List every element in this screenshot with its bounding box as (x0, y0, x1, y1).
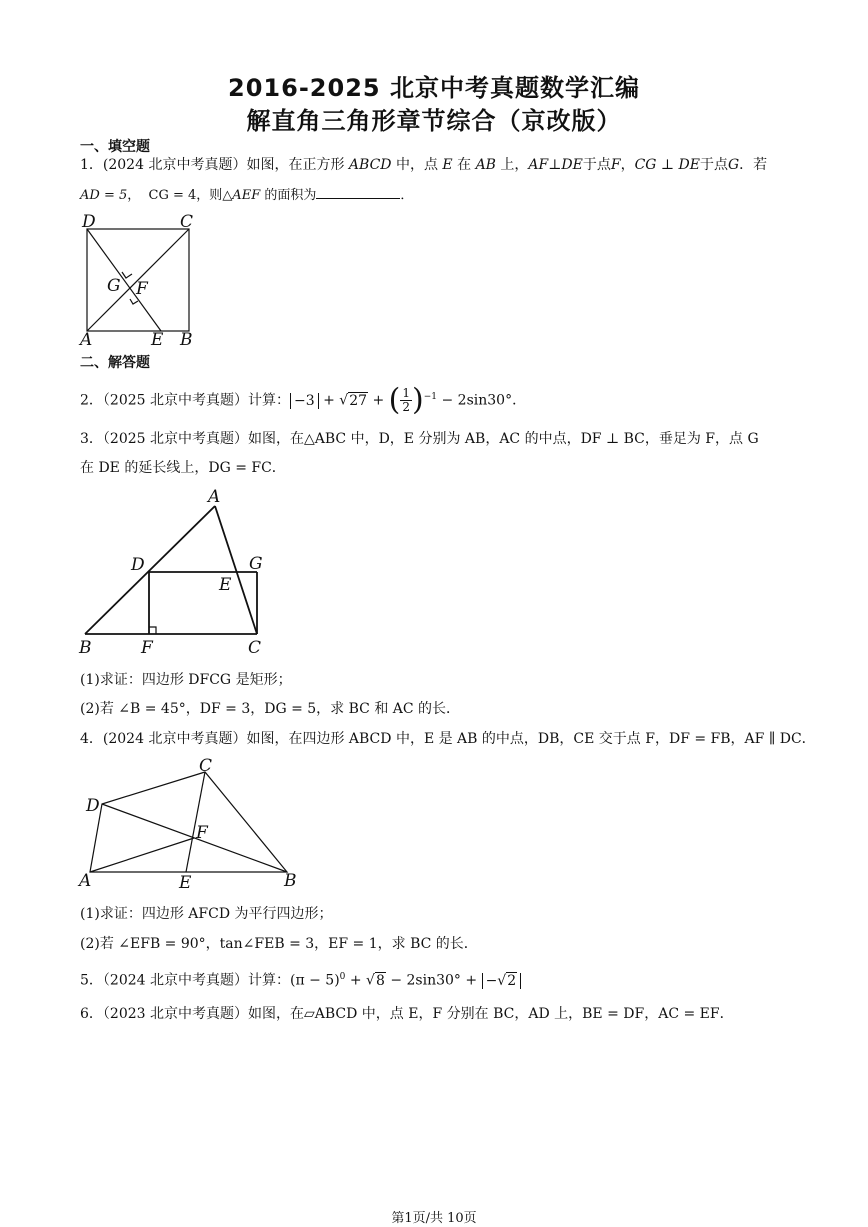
question-4-line1: 4．(2024 北京中考真题）如图，在四边形 ABCD 中，E 是 AB 的中点，DB，CE 交于点 F，DF = FB，AF ∥ DC． (80, 731, 816, 747)
segment-ce (186, 772, 205, 872)
label-b: B (180, 330, 193, 347)
side-ab (85, 506, 215, 634)
question-5: 5．（2024 北京中考真题）计算：$(\pi - 5)^0 + √8 - 2\sin 30^\circ + -√2$ (80, 966, 800, 992)
question-4-part2: (2)若 ∠EFB = 90°，tan∠FEB = 3，EF = 1，求 BC 的长． (80, 936, 478, 952)
question-3-part1: (1)求证：四边形 DFCG 是矩形； (80, 672, 292, 688)
label-f: F (141, 638, 153, 658)
q3-triangle-figure (76, 486, 276, 658)
question-1-line1: 1．(2024 北京中考真题）如图，在正方形 ABCD 中，点 E 在 AB 上，AF⊥DE于点F，CG ⊥ DE于点G．若 (80, 157, 768, 173)
question-6-line1: 6．（2023 北京中考真题）如图，在▱ABCD 中，点 E，F 分别在 BC，AD 上，BE = DF，AC = EF． (80, 1006, 734, 1022)
page-title-line2: 解直角三角形章节综合（京改版） (246, 107, 622, 135)
label-e: E (219, 575, 232, 595)
label-g: G (249, 554, 263, 574)
label-e: E (151, 330, 164, 347)
question-1-line2: AD = 5， CG = 4，则△AEF 的面积为 ． (80, 188, 414, 203)
label-g: G (107, 276, 121, 296)
label-c: C (248, 638, 262, 658)
label-b: B (284, 871, 297, 891)
question-3-line1: 3．（2025 北京中考真题）如图，在△ABC 中，D，E 分别为 AB，AC 的中点，DF ⊥ BC，垂足为 F，点 G (80, 431, 759, 447)
answer-blank (316, 186, 400, 199)
label-e: E (179, 873, 192, 892)
section-solve: 二、解答题 (80, 355, 150, 371)
right-angle-f (149, 627, 156, 634)
label-c: C (180, 212, 194, 232)
label-c: C (199, 757, 213, 776)
q1-square-figure (78, 212, 203, 347)
label-b: B (79, 638, 92, 658)
section-fill-in: 一、填空题 (80, 139, 150, 155)
page-footer: 第1页/共 10页 (391, 1211, 477, 1226)
right-angle-g (122, 272, 132, 278)
segment-af (90, 838, 194, 872)
label-d: D (82, 212, 96, 232)
label-f: F (136, 279, 148, 299)
segment-de (87, 229, 161, 331)
label-d: D (131, 555, 145, 575)
page-title-line1: 2016-2025 北京中考真题数学汇编 (228, 74, 640, 102)
label-f: F (196, 823, 208, 843)
question-3-part2: (2)若 ∠B = 45°，DF = 3，DG = 5，求 BC 和 AC 的长． (80, 701, 461, 717)
label-d: D (86, 796, 100, 816)
question-4-part1: (1)求证：四边形 AFCD 为平行四边形； (80, 906, 333, 922)
label-a: A (79, 871, 92, 891)
question-3-line2: 在 DE 的延长线上，DG = FC． (80, 460, 286, 476)
right-angle-f (130, 299, 138, 304)
question-2: 2．（2025 北京中考真题）计算： −3 + √27 + ( $\frac{1}{2}$ )$^{-1}$ − 2sin30°． (80, 382, 527, 418)
label-a: A (208, 487, 221, 507)
q4-quadrilateral-figure (76, 757, 306, 892)
label-a: A (80, 330, 93, 347)
